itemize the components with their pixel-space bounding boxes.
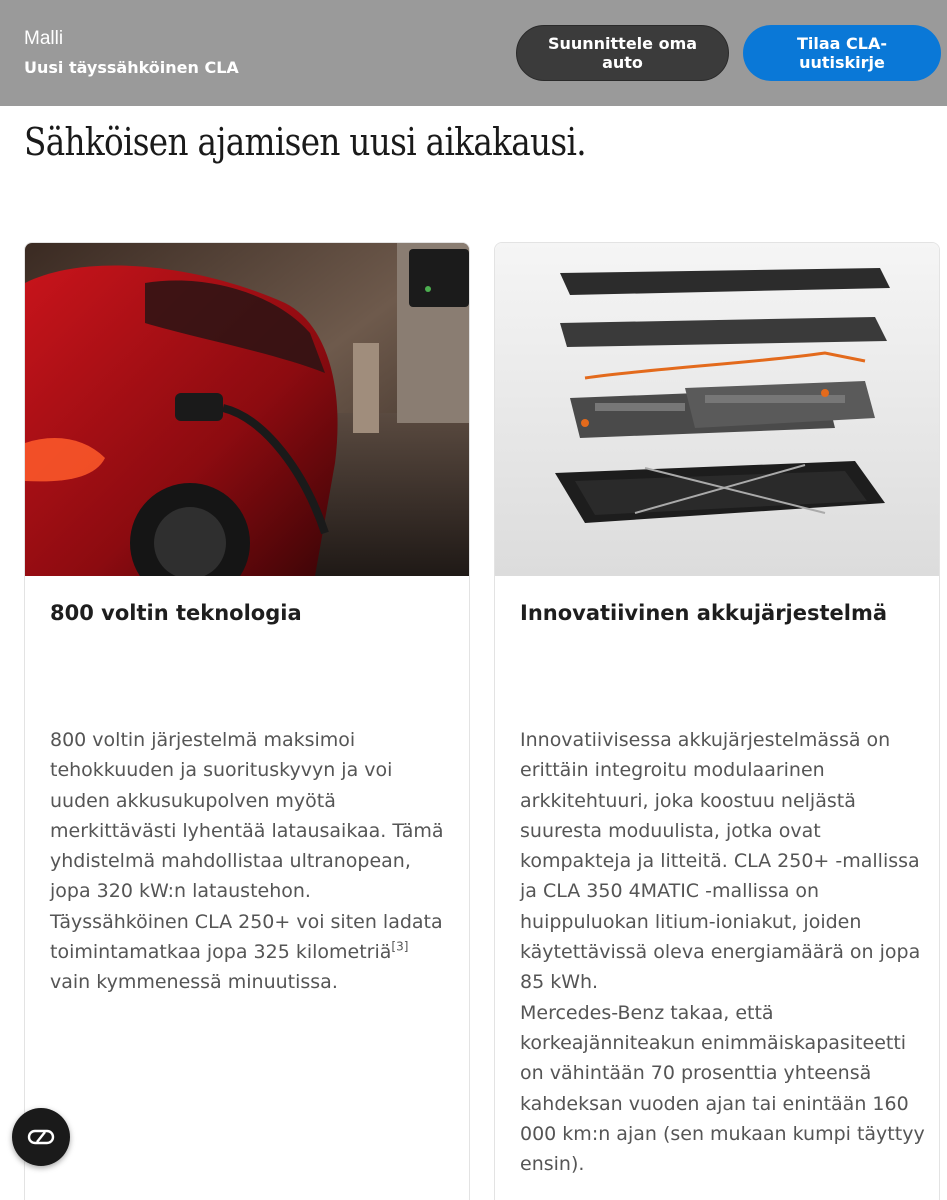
model-info <box>24 27 239 79</box>
header-actions <box>516 25 941 81</box>
model-name: Uusi täyssähköinen CLA <box>24 58 239 77</box>
card-body-text: 800 voltin järjestelmä maksimoi tehokkuuden ja suorituskyvyn ja voi uuden akkusukupolven myötä merkittävästi lyhentää latausaikaa. Tämä yhdistelmä mahdollistaa ultranopean, jopa 320 kW:n lataustehon. Täyssähköinen CLA 250+ voi siten ladata toimintamatkaa jopa 325 kilometriä <box>50 729 444 964</box>
card-title: Innovatiivinen akkujärjestelmä <box>520 601 888 625</box>
footnote-link[interactable]: [3] <box>391 939 409 954</box>
battery-system-image <box>495 243 939 576</box>
card-body-text-end: vain kymmenessä minuutissa. <box>50 971 338 994</box>
feature-card-800v <box>24 242 470 1200</box>
card-title: 800 voltin teknologia <box>50 601 302 625</box>
sticky-header <box>0 0 947 106</box>
feature-card-battery <box>494 242 940 1200</box>
newsletter-button[interactable]: Tilaa CLA-uutiskirje <box>743 25 941 81</box>
model-label: Malli <box>24 28 64 49</box>
chat-icon <box>26 1129 56 1145</box>
chat-button[interactable] <box>12 1108 70 1166</box>
card-text: Innovatiivisessa akkujärjestelmässä on erittäin integroitu modulaarinen arkkitehtuuri, joka koostuu neljästä suuresta moduulista, jotka ovat kompakteja ja litteitä. CLA 250+ -mallissa ja CLA 350 4MATIC -mallissa on huippuluokan litium-ioniakut, joiden käytettävissä oleva energiamäärä on jopa 85 kWh. Mercedes-Benz takaa, että korkeajänniteakun enimmäiskapasiteetti on vähintään 70 prosenttia yhteensä kahdeksan vuoden ajan tai enintään 160 000 km:n ajan (sen mukaan kumpi täyttyy ensin). <box>520 729 925 1176</box>
page-headline: Sähköisen ajamisen uusi aikakausi. <box>24 120 586 164</box>
red-car-charging-image <box>25 243 469 576</box>
configure-car-button[interactable]: Suunnittele oma auto <box>516 25 729 81</box>
card-text <box>50 725 460 998</box>
